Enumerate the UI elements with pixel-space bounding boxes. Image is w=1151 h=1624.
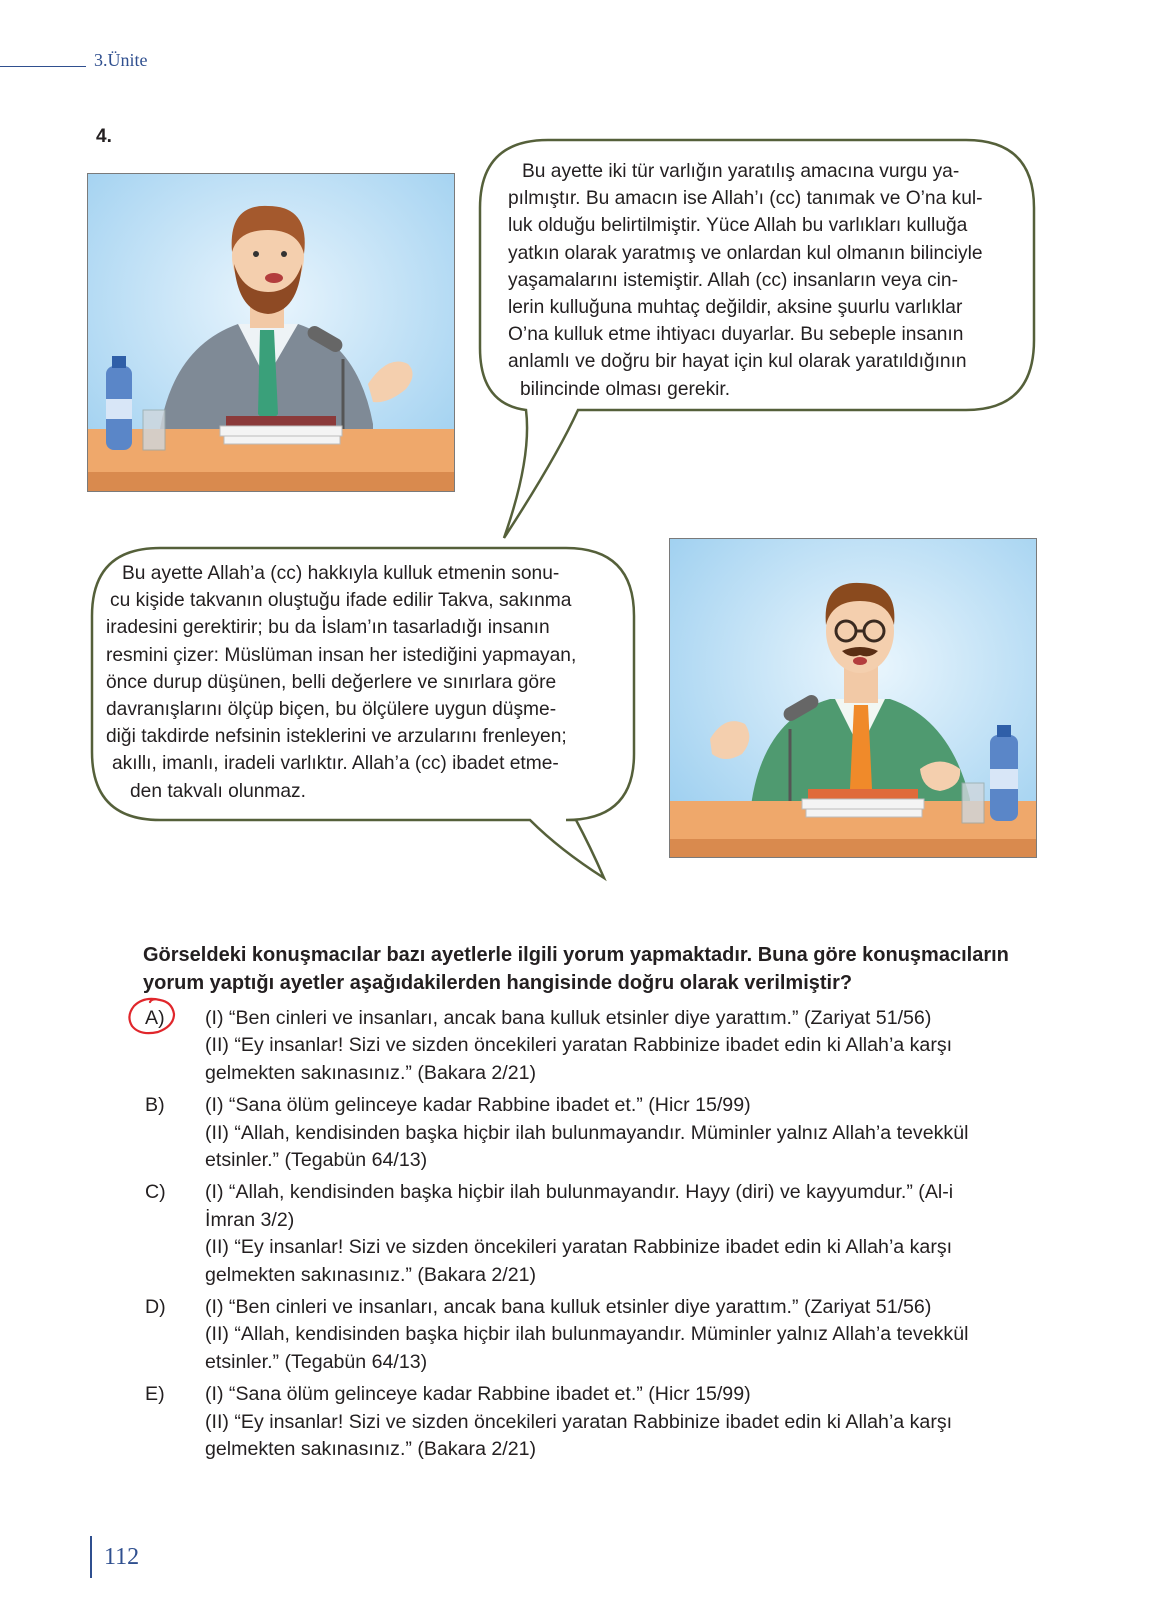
bubble-line: davranışlarını ölçüp biçen, bu ölçülere uygun düşme- [106, 699, 557, 721]
bubble-line: yatkın olarak yaratmış ve onlardan kul olmanın bilinciyle [508, 242, 983, 264]
speech-bubble-top-text [508, 158, 1008, 403]
option-d[interactable] [143, 1294, 1033, 1376]
option-line: gelmekten sakınasınız.” (Bakara 2/21) [205, 1438, 537, 1461]
option-line: (II) “Allah, kendisinden başka hiçbir ilah bulunmayandır. Müminler yalnız Allah’a tevekkül [205, 1323, 969, 1346]
answer-options [143, 1005, 1033, 1469]
option-line: (I) “Sana ölüm gelinceye kadar Rabbine ibadet et.” (Hicr 15/99) [205, 1094, 751, 1117]
header-rule [0, 66, 86, 67]
bubble-line: O’na kulluk etme ihtiyacı duyarlar. Bu sebeple insanın [508, 324, 964, 346]
bubble-line: lerin kulluğuna muhtaç değildir, aksine şuurlu varlıklar [508, 297, 963, 319]
option-line: (II) “Ey insanlar! Sizi ve sizden öncekileri yaratan Rabbinize ibadet edin ki Allah’a karşı [205, 1236, 953, 1259]
option-line: etsinler.” (Tegabün 64/13) [205, 1149, 428, 1172]
option-a[interactable] [143, 1005, 1033, 1087]
question-number: 4. [96, 126, 112, 147]
bubble-line: cu kişide takvanın oluştuğu ifade edilir Takva, sakınma [110, 590, 572, 612]
page-number: 112 [104, 1544, 140, 1570]
bubble-line: akıllı, imanlı, iradeli varlıktır. Allah’a (cc) ibadet etme- [112, 753, 559, 775]
unit-label: 3.Ünite [94, 50, 148, 70]
bubble-line: resmini çizer: Müslüman insan her istediğini yapmayan, [106, 644, 577, 666]
option-e[interactable] [143, 1381, 1033, 1463]
bubble-line: bilincinde olması gerekir. [520, 378, 731, 400]
speech-bubble-bottom [90, 546, 636, 880]
speaker-illustration-1 [87, 173, 455, 492]
option-letter: C) [145, 1181, 166, 1204]
bubble-line: iradesini gerektirir; bu da İslam’ın tasarladığı insanın [106, 617, 550, 639]
footer-rule [90, 1536, 92, 1578]
bubble-line: anlamlı ve doğru bir hayat için kul olarak yaratıldığının [508, 351, 967, 373]
bubble-line: luk olduğu belirtilmiştir. Yüce Allah bu varlıkları kulluğa [508, 215, 968, 237]
option-line: etsinler.” (Tegabün 64/13) [205, 1350, 428, 1373]
option-line: gelmekten sakınasınız.” (Bakara 2/21) [205, 1061, 537, 1084]
option-c[interactable] [143, 1179, 1033, 1289]
bubble-line: önce durup düşünen, belli değerlere ve sınırlara göre [106, 671, 557, 693]
option-b[interactable] [143, 1092, 1033, 1174]
option-letter: E) [145, 1383, 165, 1406]
option-line: (II) “Ey insanlar! Sizi ve sizden öncekileri yaratan Rabbinize ibadet edin ki Allah’a karşı [205, 1410, 953, 1433]
question-line: yorum yaptığı ayetler aşağıdakilerden hangisinde doğru olarak verilmiştir? [143, 971, 853, 994]
bubble-line: Bu ayette iki tür varlığın yaratılış amacına vurgu ya- [522, 161, 960, 182]
bubble-line: pılmıştır. Bu amacın ise Allah’ı (cc) tanımak ve O’na kul- [508, 188, 983, 210]
speaker-illustration-2 [669, 538, 1037, 858]
option-line: gelmekten sakınasınız.” (Bakara 2/21) [205, 1263, 537, 1286]
option-line: İmran 3/2) [205, 1208, 295, 1231]
bubble-line: yaşamalarını istemiştir. Allah (cc) insanların veya cin- [508, 269, 958, 291]
option-letter: D) [145, 1296, 166, 1319]
option-letter: B) [145, 1094, 165, 1117]
option-line: (II) “Ey insanlar! Sizi ve sizden öncekileri yaratan Rabbinize ibadet edin ki Allah’a karşı [205, 1034, 953, 1057]
speech-bubble-top [478, 138, 1036, 540]
option-line: (I) “Ben cinleri ve insanları, ancak bana kulluk etsinler diye yarattım.” (Zariyat 51/56) [205, 1296, 932, 1319]
bubble-line: diği takdirde nefsinin isteklerini ve arzularını frenleyen; [106, 726, 567, 748]
option-line: (I) “Allah, kendisinden başka hiçbir ilah bulunmayandır. Hayy (diri) ve kayyumdur.” (Al-i [205, 1181, 954, 1204]
answer-circle-mark [124, 994, 180, 1038]
option-line: (II) “Allah, kendisinden başka hiçbir ilah bulunmayandır. Müminler yalnız Allah’a tevekkül [205, 1121, 969, 1144]
question-stem [143, 942, 1033, 997]
option-letter: A) [145, 1007, 165, 1029]
option-line: (I) “Ben cinleri ve insanları, ancak bana kulluk etsinler diye yarattım.” (Zariyat 51/56) [205, 1007, 932, 1029]
question-line: Görseldeki konuşmacılar bazı ayetlerle ilgili yorum yapmaktadır. Buna göre konuşmacıların [143, 944, 1009, 966]
bubble-line: Bu ayette Allah’a (cc) hakkıyla kulluk etmenin sonu- [122, 563, 560, 584]
option-line: (I) “Sana ölüm gelinceye kadar Rabbine ibadet et.” (Hicr 15/99) [205, 1383, 751, 1406]
speech-bubble-bottom-text [106, 560, 612, 805]
bubble-line: den takvalı olunmaz. [130, 780, 306, 802]
